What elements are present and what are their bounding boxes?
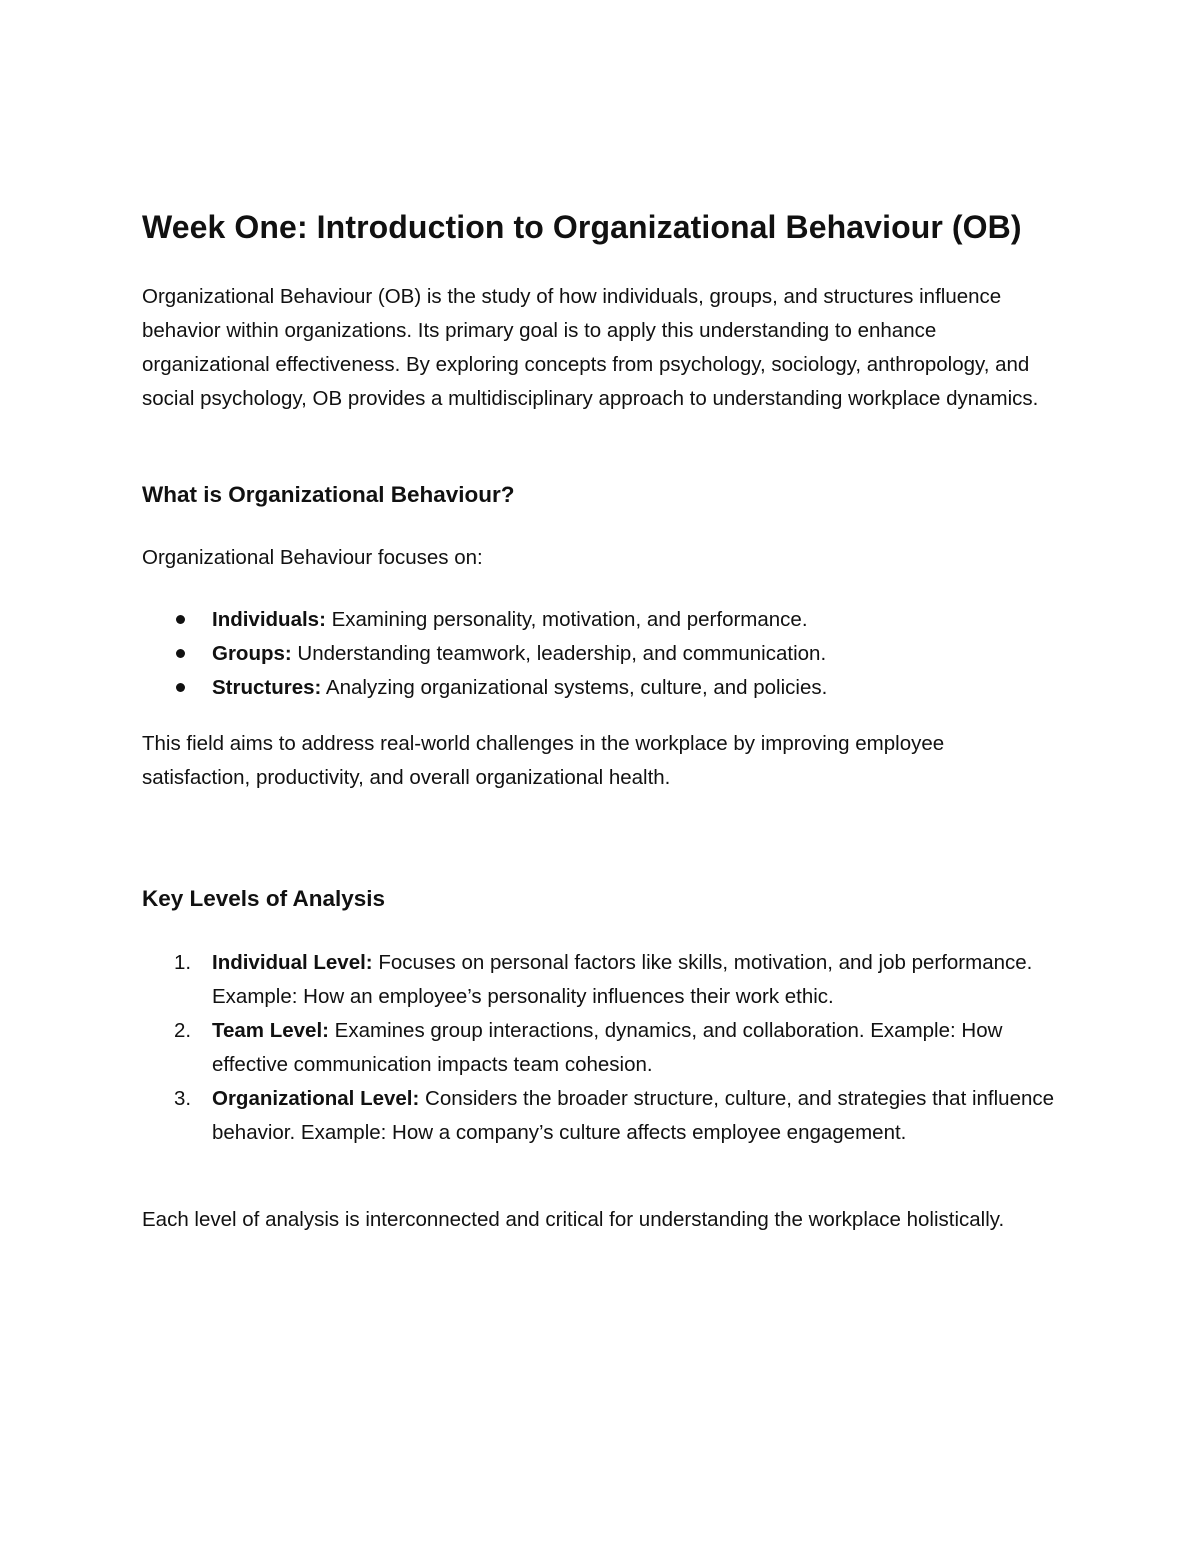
list-number: 3. bbox=[174, 1087, 192, 1110]
bullet-term: Structures: bbox=[212, 676, 322, 699]
list-item bbox=[142, 603, 1057, 637]
bullet-text: Examining personality, motivation, and performance. bbox=[325, 608, 808, 631]
section-heading-what-is-ob: What is Organizational Behaviour? bbox=[142, 482, 515, 507]
closing-paragraph: Each level of analysis is interconnected and critical for understanding the workplace holistically. bbox=[142, 1208, 1005, 1231]
levels-numbered-list bbox=[142, 946, 1057, 1150]
field-aims-paragraph: This field aims to address real-world challenges in the workplace by improving employee satisfaction, productivity, and overall organizational health. bbox=[142, 732, 945, 789]
section-heading-key-levels: Key Levels of Analysis bbox=[142, 886, 386, 911]
list-item bbox=[142, 637, 1057, 671]
focuses-lead-text: Organizational Behaviour focuses on: bbox=[142, 546, 483, 569]
list-item bbox=[142, 946, 1057, 1014]
intro-paragraph: Organizational Behaviour (OB) is the study of how individuals, groups, and structures influence behavior within organizations. Its primary goal is to apply this understanding to enhance organizational effectiveness. By exploring concepts from psychology, sociology, anthropology, and social psychology, OB provides a multidisciplinary approach to understanding workplace dynamics. bbox=[142, 285, 1039, 410]
list-item bbox=[142, 1014, 1057, 1082]
list-number: 1. bbox=[174, 951, 192, 974]
bullet-dot-icon bbox=[176, 615, 185, 624]
level-term: Team Level: bbox=[212, 1019, 329, 1042]
bullet-text: Analyzing organizational systems, culture, and policies. bbox=[321, 676, 828, 699]
list-number: 2. bbox=[174, 1019, 192, 1042]
bullet-term: Individuals: bbox=[212, 608, 326, 631]
level-term: Organizational Level: bbox=[212, 1087, 420, 1110]
bullet-dot-icon bbox=[176, 649, 185, 658]
list-item bbox=[142, 671, 1057, 705]
focus-bullet-list bbox=[142, 603, 1057, 705]
level-term: Individual Level: bbox=[212, 951, 373, 974]
level-text: Examines group interactions, dynamics, and collaboration. Example: How effective communication impacts team cohesion. bbox=[212, 1019, 1003, 1076]
level-text: Focuses on personal factors like skills, motivation, and job performance. Example: How an employee’s personality influences their work ethic. bbox=[212, 951, 1033, 1008]
bullet-text: Understanding teamwork, leadership, and communication. bbox=[291, 642, 827, 665]
bullet-dot-icon bbox=[176, 683, 185, 692]
bullet-term: Groups: bbox=[212, 642, 292, 665]
document-title: Week One: Introduction to Organizational Behaviour (OB) bbox=[142, 209, 1022, 245]
level-text: Considers the broader structure, culture, and strategies that influence behavior. Example: How a company’s culture affects employee engagement. bbox=[212, 1087, 1055, 1144]
list-item bbox=[142, 1082, 1057, 1150]
